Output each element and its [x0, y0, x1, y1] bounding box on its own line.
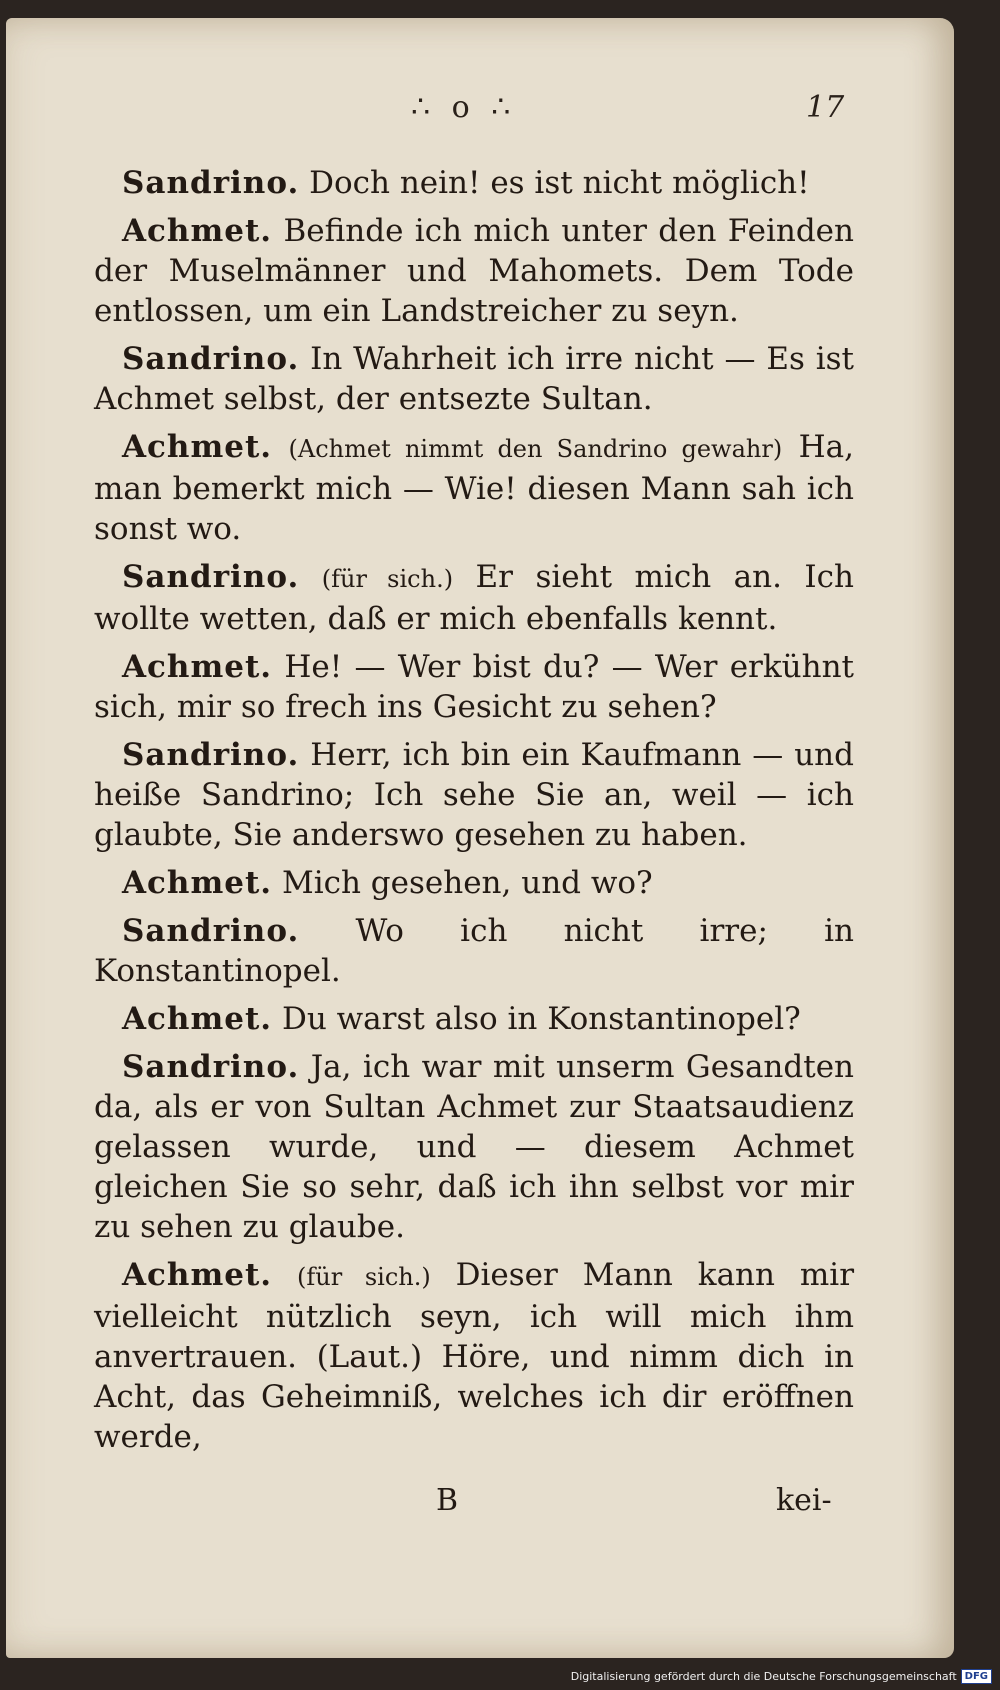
dialogue-paragraph	[94, 1047, 854, 1247]
speech-text: Ha, man bemerkt mich — Wie! diesen Mann sah ich sonst wo.	[94, 429, 855, 547]
speech-text: Doch nein! es ist nicht möglich!	[309, 165, 810, 201]
page-footer	[6, 1483, 954, 1523]
dialogue-paragraph	[94, 999, 854, 1039]
dialogue-paragraph	[94, 647, 854, 727]
speaker-name: Sandrino.	[122, 913, 300, 949]
digitization-credit	[571, 1669, 992, 1684]
stage-direction: (Achmet nimmt den Sandrino gewahr)	[288, 435, 783, 463]
speech-text: Du warst also in Konstantinopel?	[281, 1001, 801, 1037]
header-ornament: ∴ o ∴	[411, 90, 517, 125]
speaker-name: Achmet.	[122, 649, 273, 685]
signature-mark: B	[436, 1483, 459, 1518]
speaker-name: Sandrino.	[122, 737, 300, 773]
speaker-name: Sandrino.	[122, 559, 300, 595]
dialogue-paragraph	[94, 911, 854, 991]
dialogue-paragraph	[94, 427, 854, 549]
stage-direction: (für sich.)	[297, 1263, 431, 1291]
speech-text: Herr, ich bin ein Kaufmann — und heiße Sandrino; Ich sehe Sie an, weil — ich glaubte, Sie anderswo gesehen zu haben.	[94, 737, 854, 853]
speech-text: In Wahrheit ich irre nicht — Es ist Achmet selbst, der entsezte Sultan.	[94, 341, 854, 417]
credit-text: Digitalisierung gefördert durch die Deutsche Forschungsgemeinschaft	[570, 1670, 957, 1683]
dialogue-paragraph	[94, 1255, 854, 1457]
dialogue-paragraph	[94, 339, 854, 419]
page-header	[6, 90, 954, 130]
speaker-name: Achmet.	[122, 865, 273, 901]
dialogue-paragraph	[94, 863, 854, 903]
dfg-logo-icon: DFG	[961, 1669, 992, 1684]
dialogue-text	[94, 163, 854, 1465]
speaker-name: Achmet.	[122, 213, 273, 249]
stage-direction: (für sich.)	[321, 565, 454, 593]
speaker-name: Sandrino.	[122, 165, 300, 201]
page-number: 17	[806, 90, 845, 125]
speech-text: Befinde ich mich unter den Feinden der Muselmänner und Mahomets. Dem Tode entlossen, um ein Landstreicher zu seyn.	[94, 213, 854, 329]
speaker-name: Achmet.	[122, 1257, 273, 1293]
dialogue-paragraph	[94, 163, 854, 203]
dialogue-paragraph	[94, 735, 854, 855]
book-page	[6, 18, 954, 1658]
speaker-name: Achmet.	[122, 429, 273, 465]
speech-text: He! — Wer bist du? — Wer erkühnt sich, mir so frech ins Gesicht zu sehen?	[94, 649, 855, 725]
speaker-name: Sandrino.	[122, 341, 300, 377]
dialogue-paragraph	[94, 211, 854, 331]
speaker-name: Sandrino.	[122, 1049, 300, 1085]
dialogue-paragraph	[94, 557, 854, 639]
speech-text: Dieser Mann kann mir vielleicht nützlich seyn, ich will mich ihm anvertrauen. (Laut.) Höre, und nimm dich in Acht, das Geheimniß, welches ich dir eröffnen werde,	[94, 1257, 855, 1455]
catchword: kei-	[776, 1483, 832, 1518]
speech-text: Er sieht mich an. Ich wollte wetten, daß er mich ebenfalls kennt.	[94, 559, 855, 637]
speaker-name: Achmet.	[122, 1001, 273, 1037]
speech-text: Mich gesehen, und wo?	[281, 865, 653, 901]
speech-text: Wo ich nicht irre; in Konstantinopel.	[94, 913, 855, 989]
speech-text: Ja, ich war mit unserm Gesandten da, als er von Sultan Achmet zur Staatsaudienz gelassen wurde, und — diesem Achmet gleichen Sie so sehr, daß ich ihn selbst vor mir zu sehen zu glaube.	[94, 1049, 855, 1245]
